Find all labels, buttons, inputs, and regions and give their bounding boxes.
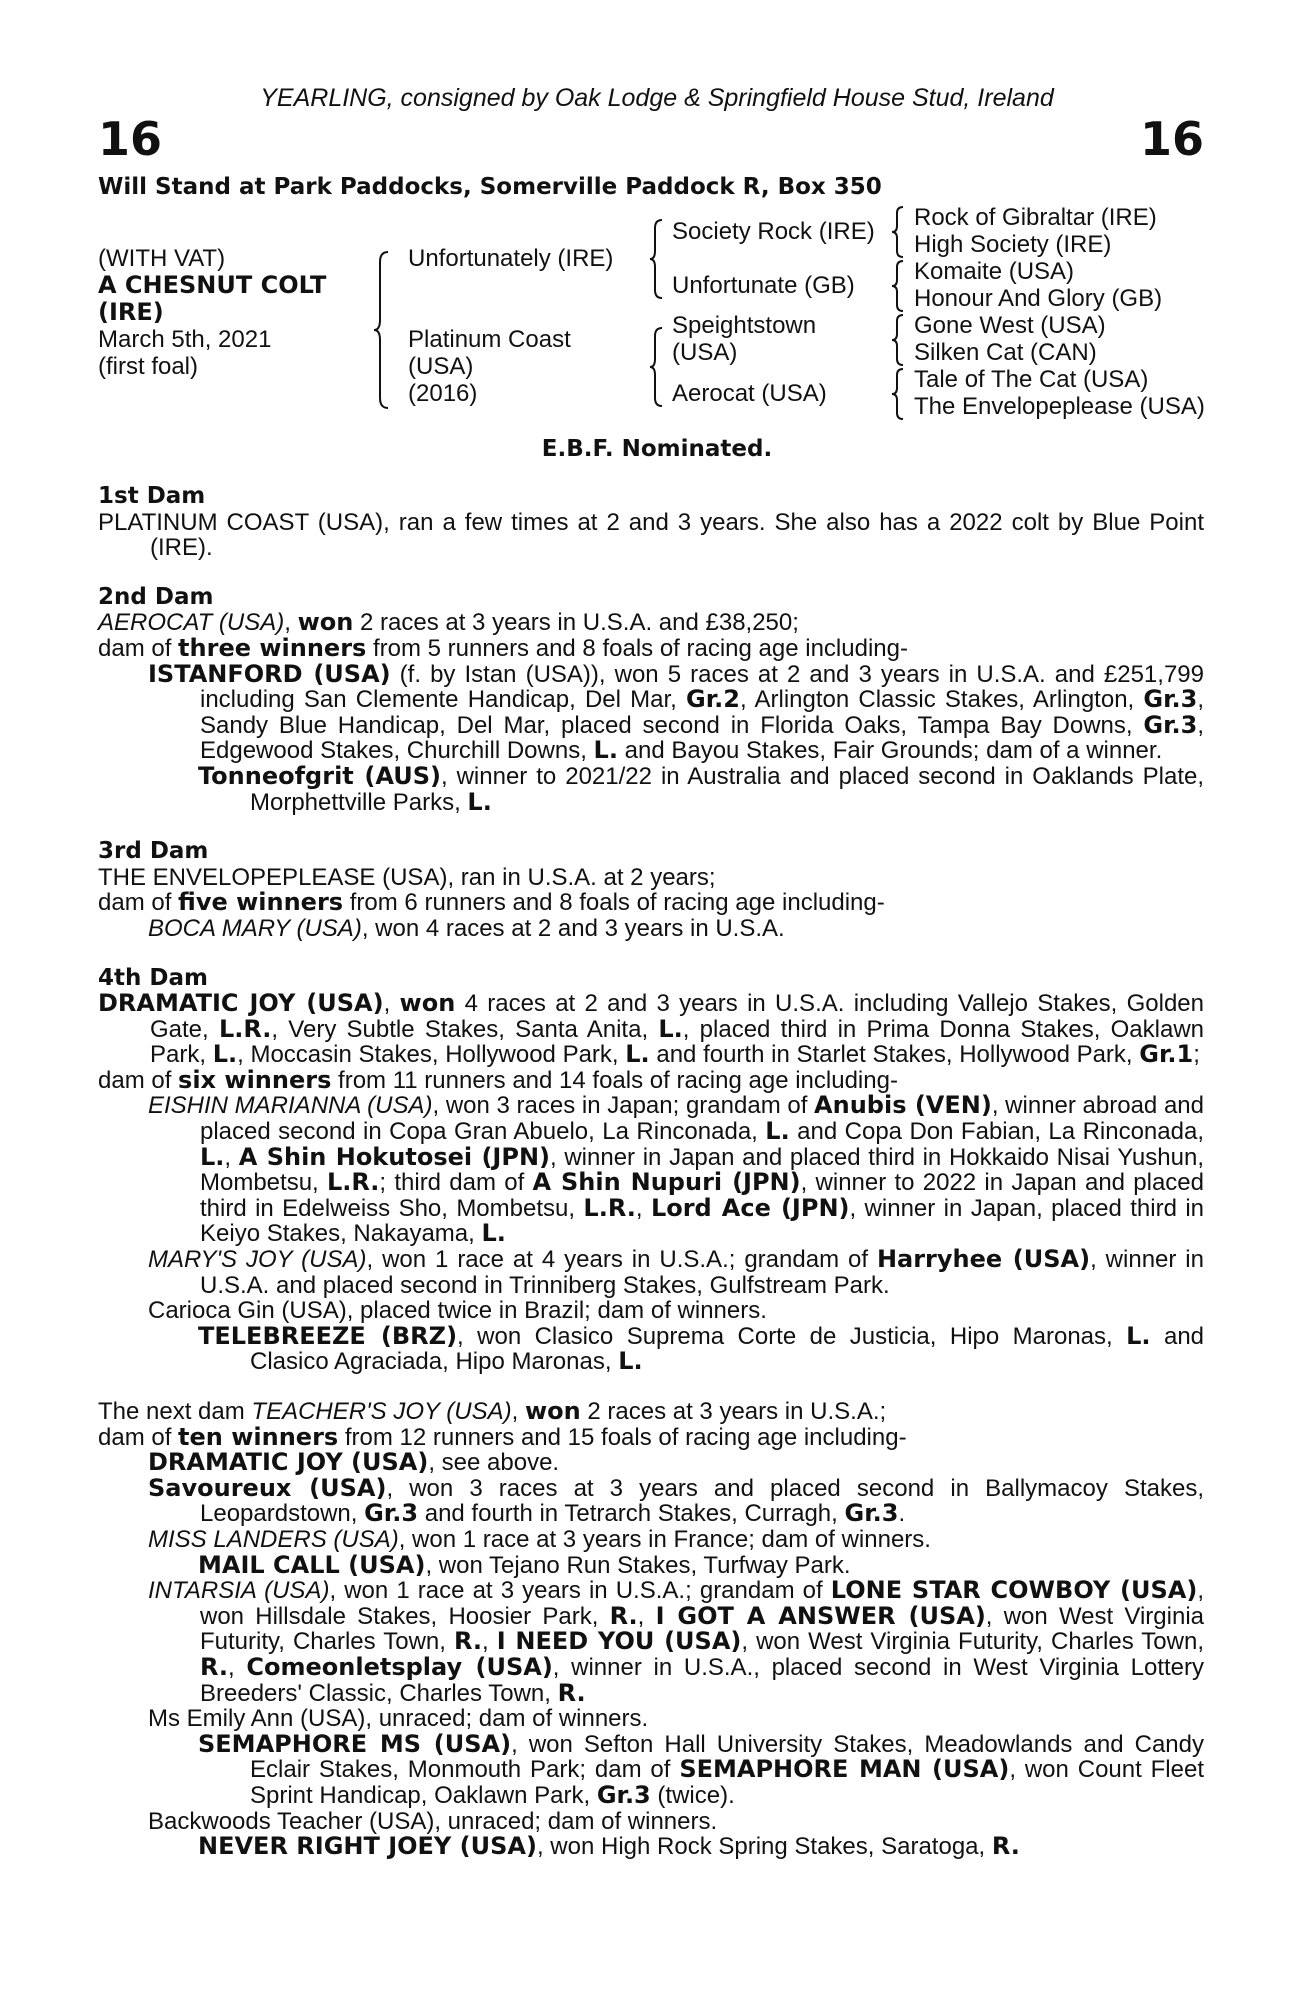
dam-sire-line-2: (USA) bbox=[672, 339, 738, 366]
sire: Unfortunately (IRE) bbox=[408, 245, 614, 272]
produce-istanford: ISTANFORD (USA) (f. by Istan (USA)), won 5 races at 2 and 3 years in U.S.A. and £251,799 including San Clemente Handicap, Del Mar, Gr.2, Arlington Classic Stakes, Arlington, Gr.3, Sandy Blue Handicap, Del Mar, placed second in Florida Oaks, Tampa Bay Downs, Gr.3, Edgewood Stakes, Churchill Downs, L. and Bayou Stakes, Fair Grounds; dam of a winner. bbox=[148, 659, 1204, 765]
ebf-nominated: E.B.F. Nominated. bbox=[541, 436, 773, 462]
grandsire-2: High Society (IRE) bbox=[914, 231, 1112, 258]
pedigree-brace-7 bbox=[890, 367, 906, 421]
dam-line-3: (2016) bbox=[408, 380, 478, 407]
next-dam-line: The next dam TEACHER'S JOY (USA), won 2 races at 3 years in U.S.A.; bbox=[98, 1397, 887, 1425]
lot-number-left: 16 bbox=[98, 112, 163, 166]
grandsire-8: The Envelopeplease (USA) bbox=[914, 393, 1205, 420]
second-dam-produce-line: dam of three winners from 5 runners and 8 foals of racing age including- bbox=[98, 633, 908, 662]
dam-line-1: Platinum Coast bbox=[408, 326, 571, 353]
pedigree-brace-5 bbox=[890, 259, 906, 313]
fourth-dam-heading: 4th Dam bbox=[98, 964, 208, 991]
first-dam-heading: 1st Dam bbox=[98, 483, 206, 509]
produce-intarsia: INTARSIA (USA), won 1 race at 3 years in U.S.A.; grandam of LONE STAR COWBOY (USA), won Hillsdale Stakes, Hoosier Park, R., I GOT A ANSWER (USA), won West Virginia Futurity, Charles Town, R., I NEED YOU (USA), won West Virginia Futurity, Charles Town, R., Comeonletsplay (USA), winner in U.S.A., placed second in West Virginia Lottery Breeders' Classic, Charles Town, R. bbox=[148, 1576, 1205, 1707]
grandsire-6: Silken Cat (CAN) bbox=[914, 339, 1097, 366]
sire-dam: Unfortunate (GB) bbox=[672, 272, 855, 299]
produce-mail-call: MAIL CALL (USA), won Tejano Run Stakes, Turfway Park. bbox=[198, 1550, 851, 1579]
produce-boca-mary: BOCA MARY (USA), won 4 races at 2 and 3 years in U.S.A. bbox=[148, 914, 785, 942]
produce-miss-landers: MISS LANDERS (USA), won 1 race at 3 years in France; dam of winners. bbox=[148, 1525, 931, 1553]
next-dam-produce-line: dam of ten winners from 12 runners and 15 foals of racing age including- bbox=[98, 1422, 907, 1451]
produce-backwoods-teacher: Backwoods Teacher (USA), unraced; dam of winners. bbox=[148, 1807, 718, 1835]
produce-savoureux: Savoureux (USA), won 3 races at 3 years and placed second in Ballymacoy Stakes, Leopardstown, Gr.3 and fourth in Tetrarch Stakes, Curragh, Gr.3. bbox=[148, 1473, 1204, 1528]
vat-note: (WITH VAT) bbox=[98, 245, 226, 272]
second-dam-heading: 2nd Dam bbox=[98, 583, 214, 610]
produce-telebreeze: TELEBREEZE (BRZ), won Clasico Suprema Corte de Justicia, Hipo Maronas, L. and Clasico Agraciada, Hipo Maronas, L. bbox=[198, 1321, 1205, 1376]
produce-never-right-joey: NEVER RIGHT JOEY (USA), won High Rock Spring Stakes, Saratoga, R. bbox=[198, 1832, 1020, 1861]
grandsire-7: Tale of The Cat (USA) bbox=[914, 366, 1149, 393]
third-dam-produce-line: dam of five winners from 6 runners and 8 foals of racing age including- bbox=[98, 888, 885, 917]
produce-eishin-marianna: EISHIN MARIANNA (USA), won 3 races in Japan; grandam of Anubis (VEN), winner abroad and placed second in Copa Gran Abuelo, La Rinconada, L. and Copa Don Fabian, La Rinconada, L., A Shin Hokutosei (JPN), winner in Japan and placed third in Hokkaido Nisai Yushun, Mombetsu, L.R.; third dam of A Shin Nupuri (JPN), winner to 2022 in Japan and placed third in Edelweiss Sho, Mombetsu, L.R., Lord Ace (JPN), winner in Japan, placed third in Keiyo Stakes, Nakayama, L. bbox=[148, 1091, 1204, 1248]
catalogue-body bbox=[98, 484, 1204, 1860]
grandsire-1: Rock of Gibraltar (IRE) bbox=[914, 204, 1157, 231]
produce-semaphore-ms: SEMAPHORE MS (USA), won Sefton Hall University Stakes, Meadowlands and Candy Eclair Stakes, Monmouth Park; dam of SEMAPHORE MAN (USA), won Count Fleet Sprint Handicap, Oaklawn Park, Gr.3 (twice). bbox=[198, 1729, 1204, 1809]
produce-marys-joy: MARY'S JOY (USA), won 1 race at 4 years in U.S.A.; grandam of Harryhee (USA), winner in U.S.A. and placed second in Trinniberg Stakes, Gulfstream Park. bbox=[148, 1245, 1204, 1299]
lot-number-right: 16 bbox=[1139, 112, 1204, 166]
consignment-header: YEARLING, consigned by Oak Lodge & Springfield House Stud, Ireland bbox=[260, 84, 1054, 112]
horse-country: (IRE) bbox=[98, 298, 164, 326]
produce-carioca-gin: Carioca Gin (USA), placed twice in Brazil; dam of winners. bbox=[148, 1297, 767, 1325]
foal-note: (first foal) bbox=[98, 353, 199, 380]
grandsire-3: Komaite (USA) bbox=[914, 258, 1075, 285]
fourth-dam-line: DRAMATIC JOY (USA), won 4 races at 2 and 3 years in U.S.A. including Vallejo Stakes, Golden Gate, L.R., Very Subtle Stakes, Santa Anita, L., placed third in Prima Donna Stakes, Oaklawn Park, L., Moccasin Stakes, Hollywood Park, L. and fourth in Starlet Stakes, Hollywood Park, Gr.1; bbox=[98, 989, 1204, 1069]
fourth-dam-produce-line: dam of six winners from 11 runners and 14 foals of racing age including- bbox=[98, 1065, 898, 1094]
sire-sire: Society Rock (IRE) bbox=[672, 218, 875, 245]
dam-line-2: (USA) bbox=[408, 353, 474, 380]
stand-location: Will Stand at Park Paddocks, Somerville Paddock R, Box 350 bbox=[98, 174, 882, 200]
produce-dramatic-joy: DRAMATIC JOY (USA), see above. bbox=[148, 1448, 560, 1477]
pedigree-brace-3 bbox=[648, 326, 666, 408]
third-dam-line: THE ENVELOPEPLEASE (USA), ran in U.S.A. at 2 years; bbox=[98, 863, 716, 891]
pedigree-brace-6 bbox=[890, 313, 906, 367]
dam-dam: Aerocat (USA) bbox=[672, 380, 827, 407]
foaling-date: March 5th, 2021 bbox=[98, 326, 272, 353]
pedigree-brace-4 bbox=[890, 205, 906, 259]
dam-sire-line-1: Speightstown bbox=[672, 312, 817, 339]
first-dam-text: PLATINUM COAST (USA), ran a few times at 2 and 3 years. She also has a 2022 colt by Blue Point (IRE). bbox=[98, 508, 1204, 562]
pedigree-brace-1 bbox=[372, 250, 392, 410]
grandsire-4: Honour And Glory (GB) bbox=[914, 285, 1163, 312]
second-dam-line: AEROCAT (USA), won 2 races at 3 years in U.S.A. and £38,250; bbox=[98, 608, 799, 637]
produce-ms-emily-ann: Ms Emily Ann (USA), unraced; dam of winners. bbox=[148, 1705, 649, 1733]
third-dam-heading: 3rd Dam bbox=[98, 838, 209, 865]
pedigree-brace-2 bbox=[648, 218, 666, 300]
produce-tonneofgrit: Tonneofgrit (AUS), winner to 2021/22 in Australia and placed second in Oaklands Plate, Morphettville Parks, L. bbox=[198, 761, 1205, 816]
horse-name: A CHESNUT COLT bbox=[98, 271, 327, 299]
grandsire-5: Gone West (USA) bbox=[914, 312, 1106, 339]
